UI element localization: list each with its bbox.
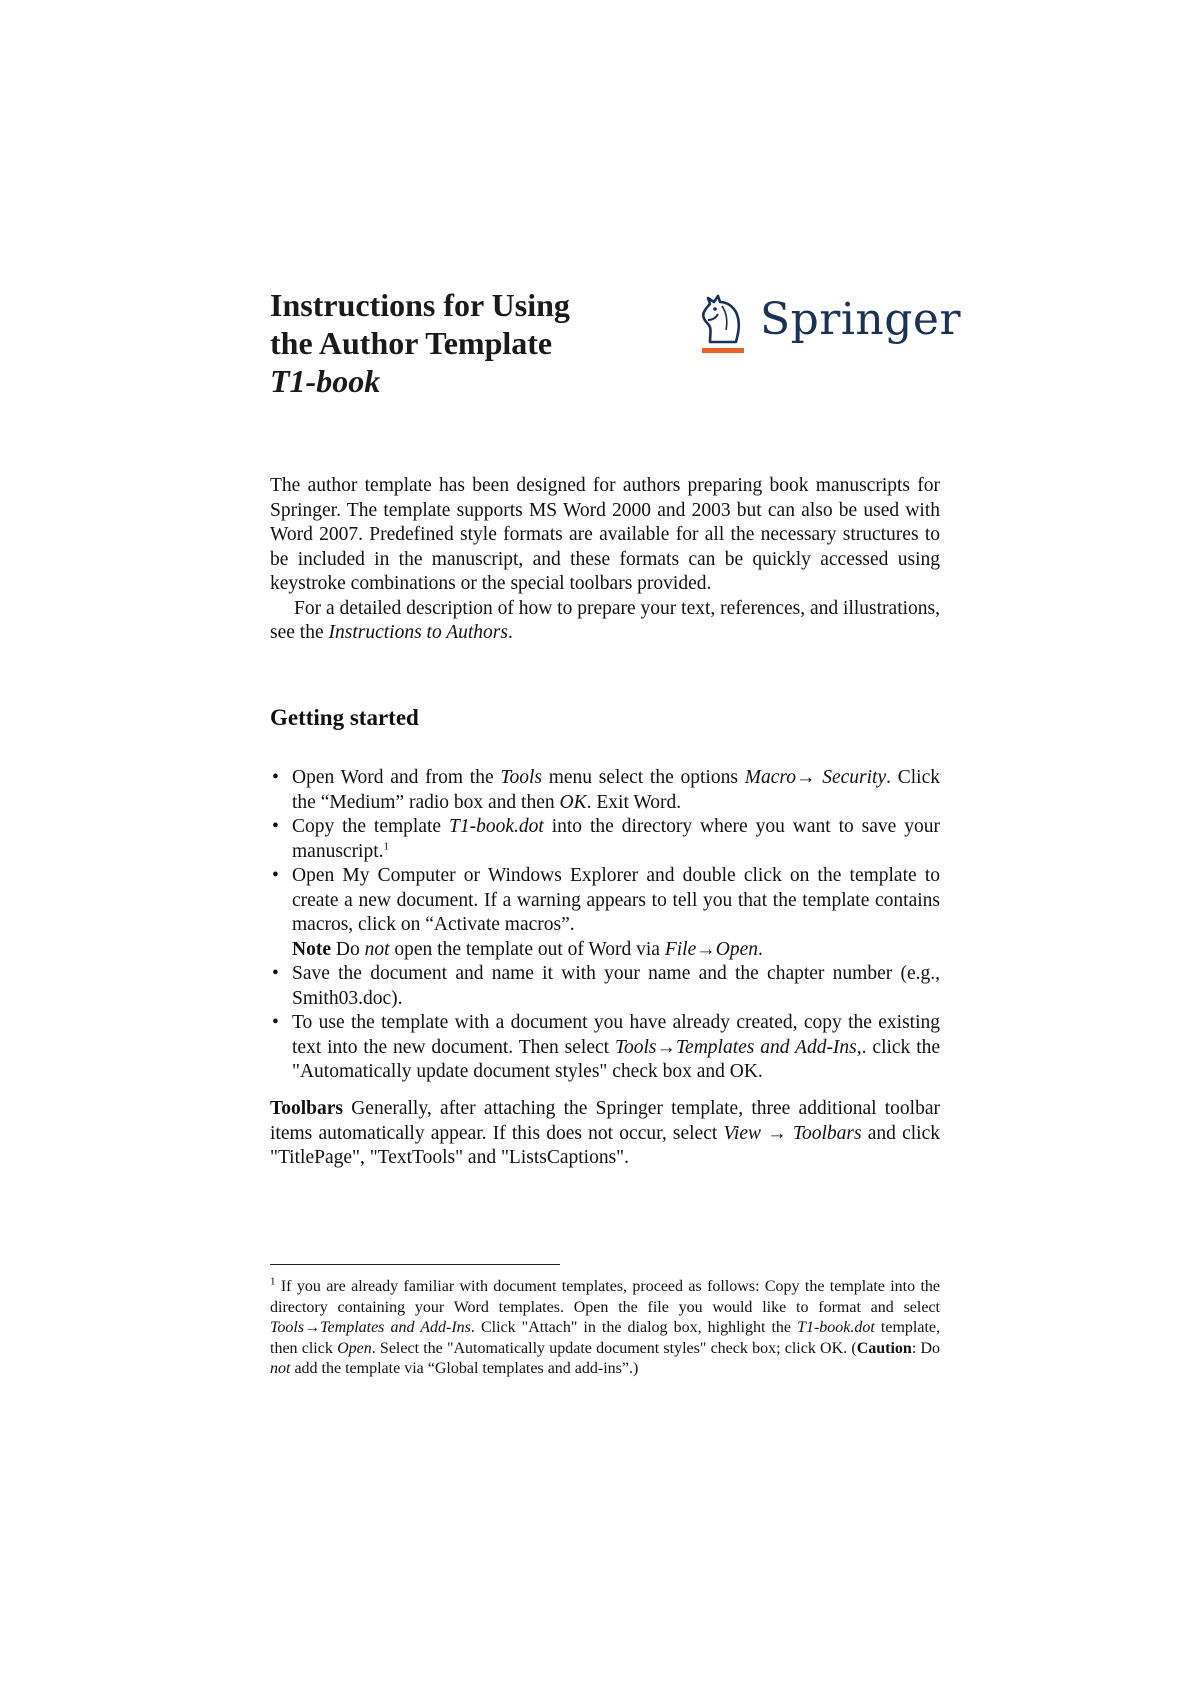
note-text-3: .: [757, 938, 763, 960]
bullet-1-text-4: . Exit Word.: [586, 791, 682, 813]
footnote-text-4: . Select the "Automatically update document styles" check box; click OK. (: [371, 1339, 857, 1357]
logo-wordmark: Springer: [760, 294, 961, 345]
intro-section: [270, 474, 940, 646]
bullet-1-text-1: Open Word and from the: [292, 767, 501, 788]
title-line-3: T1-book: [270, 363, 381, 399]
footnote-italic-2: T1-book.dot: [797, 1319, 875, 1336]
section-heading-getting-started: Getting started: [270, 705, 419, 730]
footnote-text-5: : Do: [911, 1339, 941, 1357]
bullet-1-italic-3: OK: [559, 791, 587, 813]
toolbars-paragraph: [270, 1097, 940, 1171]
bullet-icon: •: [272, 816, 279, 837]
footnote-text-1: If you are already familiar with document templates, proceed as follows: Copy the template into the directory containing your Word templates. Open the file you would like to format and select: [270, 1278, 940, 1316]
bullet-1-italic-2: Macro→ Security: [744, 767, 887, 788]
footnote-number: 1: [270, 1275, 276, 1288]
footnote-text-3: template, then click: [270, 1319, 940, 1357]
footnote-italic-4: not: [270, 1360, 291, 1377]
intro-p2-end: .: [507, 622, 513, 643]
note-line: [292, 938, 940, 963]
title-line-1: Instructions for Using: [270, 287, 570, 323]
getting-started-list: [270, 766, 940, 1085]
knight-chess-horse-icon: [696, 290, 748, 358]
footnote-text-6: add the template via “Global templates and add-ins”.): [290, 1360, 639, 1377]
footnote-text-2: . Click "Attach" in the dialog box, highlight the: [470, 1319, 798, 1336]
list-item: [270, 766, 940, 815]
bullet-2-text-2: into the directory where you want to save your manuscript.: [292, 816, 940, 862]
intro-paragraph-2: [270, 597, 940, 646]
bullet-2-italic-1: T1-book.dot: [449, 816, 544, 837]
bullet-2-text-1: Copy the template: [292, 816, 449, 837]
springer-logo: [694, 290, 961, 360]
caution-label: Caution: [856, 1339, 912, 1357]
list-item: [270, 864, 940, 962]
list-item: [270, 1011, 940, 1085]
bullet-5-text-2: . click the "Automatically update document styles" check box and OK.: [292, 1036, 941, 1082]
toolbars-text-2: and click "TitlePage", "TextTools" and "ListsCaptions".: [270, 1122, 940, 1168]
bullet-5-text-1: To use the template with a document you have already created, copy the existing text into the new document. Then select: [292, 1012, 940, 1058]
intro-paragraph-1: The author template has been designed for authors preparing book manuscripts for Springer. The template supports MS Word 2000 and 2003 but can also be used with Word 2007. Predefined style formats are available for all the necessary structures to be included in the manuscript, and these formats can be quickly accessed using keystroke combinations or the special toolbars provided.: [270, 475, 940, 594]
bullet-3-text-1: Open My Computer or Windows Explorer and double click on the template to create a new document. If a warning appears to tell you that the template contains macros, click on “Activate macros”.: [292, 865, 940, 935]
footnote-italic-3: Open: [337, 1339, 372, 1357]
bullet-icon: •: [272, 865, 279, 886]
list-item: [270, 815, 940, 864]
bullet-1-text-2: menu select the options: [541, 767, 745, 788]
document-title: [270, 286, 690, 400]
bullet-icon: •: [272, 1012, 279, 1033]
bullet-1-text-3: . Click the “Medium” radio box and then: [292, 767, 941, 813]
toolbars-text-1: Generally, after attaching the Springer template, three additional toolbar items automatically appear. If this does not occur, select: [270, 1098, 940, 1144]
note-italic-1: not: [364, 938, 390, 960]
toolbars-italic-1: View → Toolbars: [723, 1122, 862, 1144]
footnote-italic-1: Tools→Templates and Add-Ins: [270, 1319, 471, 1336]
footnote: [270, 1277, 940, 1380]
note-italic-2: File→Open: [664, 938, 758, 960]
bullet-icon: •: [272, 767, 279, 788]
intro-p2-start: For a detailed description of how to prepare your text, references, and illustrations, see the: [270, 597, 940, 643]
bullet-icon: •: [272, 963, 279, 984]
footnote-separator: [270, 1264, 560, 1265]
bullet-1-italic-1: Tools: [500, 767, 542, 788]
toolbars-label: Toolbars: [270, 1098, 343, 1119]
note-text-2: open the template out of Word via: [389, 938, 665, 960]
note-label: Note: [292, 938, 331, 960]
bullet-5-italic-1: Tools→Templates and Add-Ins,: [614, 1036, 862, 1058]
title-line-2: the Author Template: [270, 325, 553, 361]
note-text-1: Do: [330, 938, 365, 960]
list-item: [270, 962, 940, 1011]
bullet-4-text-1: Save the document and name it with your name and the chapter number (e.g., Smith03.doc).: [292, 963, 940, 1009]
footnote-marker: 1: [383, 840, 390, 852]
instructions-to-authors-reference: Instructions to Authors: [328, 622, 508, 643]
